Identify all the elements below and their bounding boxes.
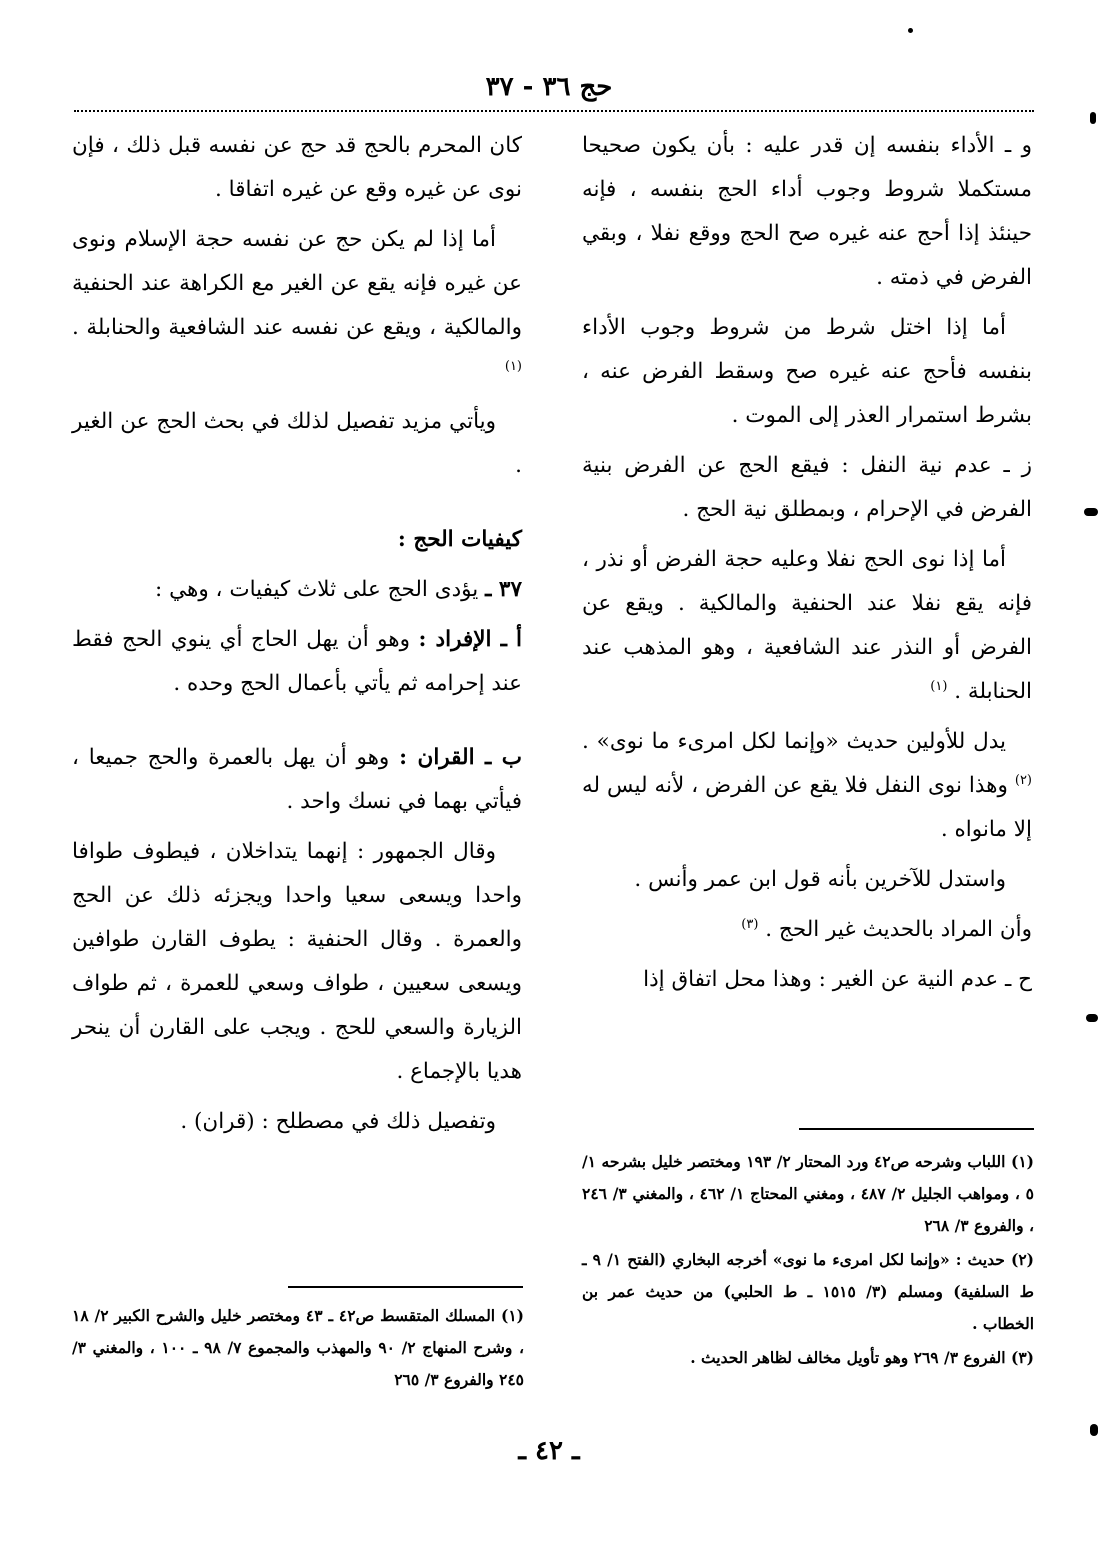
paragraph-text: وهو أن يهل الحاج أي ينوي الحج فقط عند إحرامه ثم يأتي بأعمال الحج وحده . xyxy=(72,627,522,696)
paragraph: ز ـ عدم نية النفل : فيقع الحج عن الفرض بنية الفرض في الإحرام ، وبمطلق نية الحج . xyxy=(582,453,1032,522)
spacer xyxy=(72,494,522,518)
left-footnotes xyxy=(72,1300,524,1398)
spacer xyxy=(72,712,522,736)
paragraph-text: وهذا نوى النفل فلا يقع عن الفرض ، لأنه ليس له إلا مانواه . xyxy=(582,773,1032,842)
paragraph: ح ـ عدم النية عن الغير : وهذا محل اتفاق إذا xyxy=(643,967,1032,992)
paragraph-text: وهو أن يهل بالعمرة والحج جميعا ، فيأتي بهما في نسك واحد . xyxy=(72,745,522,814)
paragraph-text: أما إذا اختل شرط من شروط وجوب الأداء بنفسه فأحج عنه غيره صح وسقط الفرض عنه ، بشرط استمرار العذر إلى الموت . xyxy=(582,315,1032,428)
paragraph-text: يدل للأولين حديث «وإنما لكل امرىء ما نوى» . xyxy=(582,729,1006,754)
footnote-ref: (٣) xyxy=(741,916,759,932)
right-footnotes xyxy=(582,1146,1034,1376)
paragraph: و ـ الأداء بنفسه إن قدر عليه : بأن يكون صحيحا مستكملا شروط وجوب أداء الحج بنفسه ، فإنه حينئذ إذا أحج عنه غيره صح الحج ووقع نفلا ، وبقي الفرض في ذمته . xyxy=(582,133,1032,290)
scan-edge-mark xyxy=(1090,112,1096,124)
footnote: (٣) الفروع ٣/ ٢٦٩ وهو تأويل مخالف لظاهر الحديث . xyxy=(690,1348,1034,1367)
paragraph: واستدل للآخرين بأنه قول ابن عمر وأنس . xyxy=(634,867,1006,892)
paragraph xyxy=(582,306,1032,438)
scan-edge-mark xyxy=(1084,508,1098,516)
paragraph: وقال الجمهور : إنهما يتداخلان ، فيطوف طوافا واحدا ويسعى سعيا واحدا ويجزئه ذلك عن الحج والعمرة . وقال الحنفية : يطوف القارن طوافين ويسعى سعيين ، طواف وسعي للعمرة ، ثم طواف الزيارة والسعي للحج . ويجب على القارن أن ينحر هديا بالإجماع . xyxy=(72,839,522,1084)
section-number: ٣٧ ـ xyxy=(485,577,522,602)
paragraph xyxy=(582,538,1032,714)
paragraph xyxy=(72,218,522,394)
paragraph-text: أما إذا لم يكن حج عن نفسه حجة الإسلام ونوى عن غيره فإنه يقع عن الغير مع الكراهة عند الحنفية والمالكية ، ويقع عن نفسه عند الشافعية والحنابلة . xyxy=(72,227,522,340)
footnote: (١) المسلك المتقسط ص٤٢ ـ ٤٣ ومختصر خليل والشرح الكبير ٢/ ١٨ ، وشرح المنهاج ٢/ ٩٠ والمهذب والمجموع ٧/ ٩٨ ـ ١٠٠ ، والمغني ٣/ ٢٤٥ والفروع ٣/ ٢٦٥ xyxy=(72,1306,525,1389)
footnote: (٢) حديث : «وإنما لكل امرىء ما نوى» أخرجه البخاري (الفتح ١/ ٩ ـ ط السلفية) ومسلم (٣/ ١٥١٥ ـ ط الحلبي) من حديث عمر بن الخطاب . xyxy=(582,1250,1035,1333)
term-label: ب ـ القران : xyxy=(399,745,522,770)
header-dotted-rule xyxy=(74,110,1034,112)
scan-edge-mark xyxy=(1086,1014,1098,1022)
paragraph: وتفصيل ذلك في مصطلح : (قران) . xyxy=(180,1109,496,1134)
footnote-ref: (١) xyxy=(504,358,522,374)
footnote: (١) اللباب وشرحه ص٤٢ ورد المحتار ٢/ ١٩٣ ومختصر خليل بشرحه ١/ ٥ ، ومواهب الجليل ٢/ ٤٨٧ ، ومغني المحتاج ١/ ٤٦٢ ، والمغني ٣/ ٢٤٦ ، والفروع ٣/ ٢٦٨ xyxy=(582,1152,1034,1235)
right-column xyxy=(582,124,1032,1008)
footnote-ref: (٢) xyxy=(1014,772,1032,788)
paragraph: ويأتي مزيد تفصيل لذلك في بحث الحج عن الغير . xyxy=(72,409,522,478)
paragraph xyxy=(582,908,1032,952)
paragraph-text: يؤدى الحج على ثلاث كيفيات ، وهي : xyxy=(155,577,479,602)
section-heading: كيفيات الحج : xyxy=(397,527,522,552)
footnote-separator xyxy=(288,1286,523,1288)
page-number: ـ ٤٢ ـ xyxy=(518,1436,580,1466)
paragraph: كان المحرم بالحج قد حج عن نفسه قبل ذلك ، فإن نوى عن غيره وقع عن غيره اتفاقا . xyxy=(72,133,522,202)
term-label: أ ـ الإفراد : xyxy=(418,627,522,652)
footnote-ref: (١) xyxy=(930,678,948,694)
paragraph xyxy=(582,720,1032,852)
paragraph xyxy=(72,618,522,706)
paragraph-text: وأن المراد بالحديث غير الحج . xyxy=(765,917,1032,942)
paragraph-text: أما إذا نوى الحج نفلا وعليه حجة الفرض أو نذر ، فإنه يقع نفلا عند الحنفية والمالكية . ويقع عن الفرض أو النذر عند الشافعية ، وهو المذهب عند الحنابلة . xyxy=(582,547,1032,704)
running-header: حج ٣٦ - ٣٧ xyxy=(485,72,613,102)
scan-speck xyxy=(908,28,913,33)
footnote-separator xyxy=(799,1128,1034,1130)
paragraph xyxy=(72,568,522,612)
paragraph xyxy=(72,736,522,824)
left-column xyxy=(72,124,522,1150)
